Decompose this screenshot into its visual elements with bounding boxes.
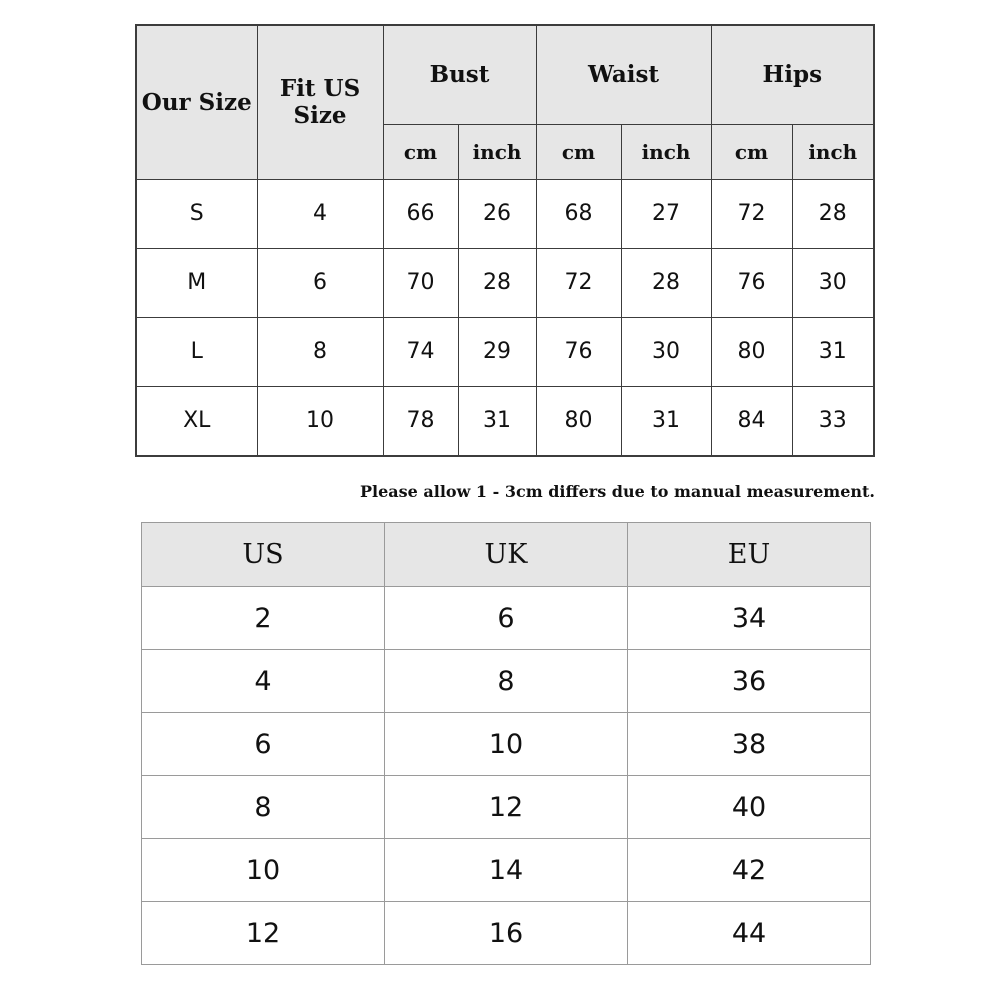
header-us: US <box>142 523 385 587</box>
size-cell: 29 <box>458 317 536 386</box>
table-row <box>142 902 871 965</box>
size-cell: S <box>136 179 257 248</box>
unit-bust-cm: cm <box>383 124 458 179</box>
unit-waist-cm: cm <box>536 124 621 179</box>
size-cell: XL <box>136 386 257 456</box>
conversion-cell: 14 <box>385 839 628 902</box>
unit-bust-inch: inch <box>458 124 536 179</box>
table-row <box>142 839 871 902</box>
size-cell: 28 <box>458 248 536 317</box>
size-cell: L <box>136 317 257 386</box>
measurement-note: Please allow 1 - 3cm differs due to manual measurement. <box>359 482 875 501</box>
size-cell: 80 <box>536 386 621 456</box>
size-cell: 31 <box>458 386 536 456</box>
header-fit-us-size <box>257 25 383 179</box>
conversion-cell: 10 <box>385 713 628 776</box>
header-eu: EU <box>628 523 871 587</box>
size-cell: 31 <box>621 386 711 456</box>
size-cell: 6 <box>257 248 383 317</box>
table-row <box>142 650 871 713</box>
size-cell: 33 <box>792 386 874 456</box>
size-cell: 28 <box>621 248 711 317</box>
size-cell: M <box>136 248 257 317</box>
header-hips: Hips <box>711 25 874 124</box>
conversion-cell: 16 <box>385 902 628 965</box>
size-cell: 66 <box>383 179 458 248</box>
conversion-cell: 34 <box>628 587 871 650</box>
size-cell: 10 <box>257 386 383 456</box>
size-cell: 31 <box>792 317 874 386</box>
table-row <box>142 587 871 650</box>
size-cell: 72 <box>711 179 792 248</box>
conversion-cell: 42 <box>628 839 871 902</box>
conversion-cell: 6 <box>142 713 385 776</box>
conversion-cell: 8 <box>385 650 628 713</box>
size-cell: 76 <box>711 248 792 317</box>
size-cell: 30 <box>792 248 874 317</box>
size-cell: 4 <box>257 179 383 248</box>
table-row <box>142 713 871 776</box>
conversion-cell: 8 <box>142 776 385 839</box>
size-conversion-table <box>141 522 871 965</box>
size-cell: 70 <box>383 248 458 317</box>
unit-waist-inch: inch <box>621 124 711 179</box>
size-cell: 84 <box>711 386 792 456</box>
header-waist: Waist <box>536 25 711 124</box>
unit-hips-cm: cm <box>711 124 792 179</box>
size-cell: 8 <box>257 317 383 386</box>
header-uk: UK <box>385 523 628 587</box>
size-header-row <box>136 25 874 124</box>
size-cell: 78 <box>383 386 458 456</box>
size-cell: 80 <box>711 317 792 386</box>
header-fit-us-line2: Size <box>293 102 347 130</box>
conversion-cell: 12 <box>142 902 385 965</box>
size-cell: 76 <box>536 317 621 386</box>
conversion-cell: 44 <box>628 902 871 965</box>
unit-hips-inch: inch <box>792 124 874 179</box>
table-row <box>142 776 871 839</box>
conversion-cell: 6 <box>385 587 628 650</box>
table-row <box>136 248 874 317</box>
table-row <box>136 386 874 456</box>
size-cell: 28 <box>792 179 874 248</box>
header-our-size: Our Size <box>136 25 257 179</box>
conversion-cell: 38 <box>628 713 871 776</box>
size-cell: 74 <box>383 317 458 386</box>
table-row <box>136 179 874 248</box>
conversion-cell: 40 <box>628 776 871 839</box>
size-cell: 27 <box>621 179 711 248</box>
size-cell: 72 <box>536 248 621 317</box>
header-fit-us-line1: Fit US <box>279 75 361 103</box>
conversion-cell: 10 <box>142 839 385 902</box>
conversion-header-row <box>142 523 871 587</box>
size-cell: 30 <box>621 317 711 386</box>
size-chart-table <box>135 24 875 457</box>
conversion-cell: 2 <box>142 587 385 650</box>
size-cell: 68 <box>536 179 621 248</box>
header-bust: Bust <box>383 25 536 124</box>
conversion-cell: 4 <box>142 650 385 713</box>
conversion-cell: 12 <box>385 776 628 839</box>
conversion-cell: 36 <box>628 650 871 713</box>
table-row <box>136 317 874 386</box>
size-cell: 26 <box>458 179 536 248</box>
